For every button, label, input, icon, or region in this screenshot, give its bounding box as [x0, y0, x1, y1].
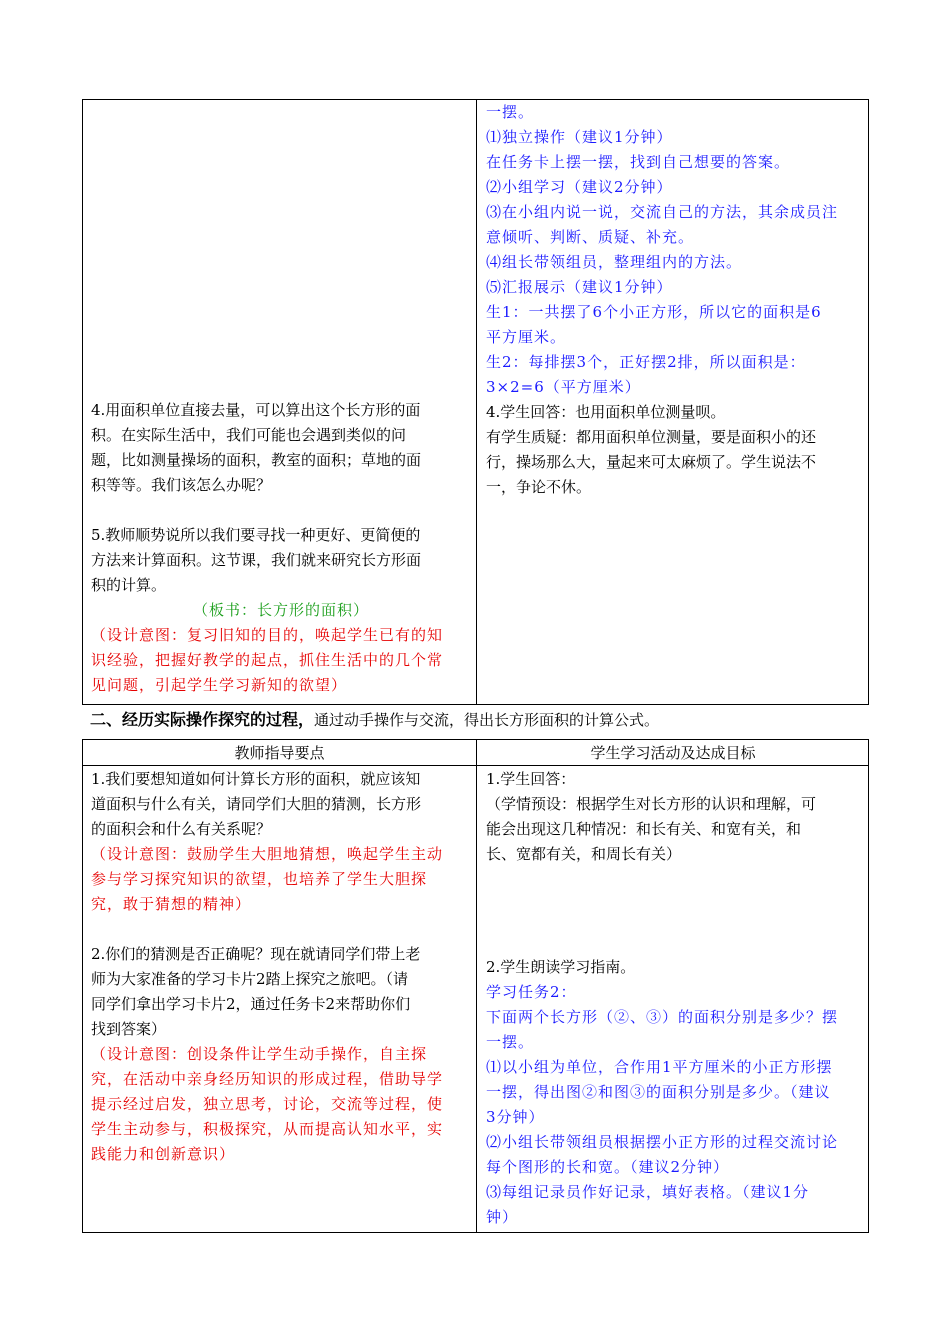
text-line: 在任务卡上摆一摆，找到自己想要的答案。	[486, 153, 791, 171]
text-line: 下面两个长方形（②、③）的面积分别是多少？摆	[486, 1008, 839, 1026]
text-line: 意倾听、判断、质疑、补充。	[486, 228, 695, 246]
text-line: 究，在活动中亲身经历知识的形成过程，借助导学	[91, 1070, 444, 1088]
text-line: 有学生质疑：都用面积单位测量，要是面积小的还	[486, 428, 817, 446]
teacher-guidance-cell	[91, 398, 471, 698]
text-line: ⑷组长带领组员，整理组内的方法。	[486, 253, 743, 271]
text-line: （学情预设：根据学生对长方形的认识和理解，可	[486, 795, 817, 813]
text-line: 参与学习探究知识的欲望，也培养了学生大胆探	[91, 870, 428, 888]
text-line: ⑵小组长带领组员根据摆小正方形的过程交流讨论	[486, 1133, 839, 1151]
text-line: 积。在实际生活中，我们可能也会遇到类似的问	[91, 426, 407, 444]
text-line: ⑴以小组为单位，合作用1平方厘米的小正方形摆	[486, 1058, 833, 1076]
text-line: 践能力和创新意识）	[91, 1145, 236, 1163]
student-answer-cell	[486, 767, 866, 867]
text-line: 生2：每排摆3个，正好摆2排，所以面积是：	[486, 353, 806, 371]
text-line: 究，敢于猜想的精神）	[91, 895, 252, 913]
text-line: 2.你们的猜测是否正确呢？现在就请同学们带上老	[91, 945, 421, 963]
text-line: 行，操场那么大，量起来可太麻烦了。学生说法不	[486, 453, 817, 471]
student-task-cell	[486, 955, 866, 1230]
text-line: （设计意图：鼓励学生大胆地猜想，唤起学生主动	[91, 845, 444, 863]
text-line: 学生主动参与，积极探究，从而提高认知水平，实	[91, 1120, 444, 1138]
text-line: 找到答案）	[91, 1020, 167, 1038]
text-line: 题，比如测量操场的面积，教室的面积；草地的面	[91, 451, 422, 469]
text-line: 提示经过启发，独立思考，讨论，交流等过程，使	[91, 1095, 444, 1113]
lesson-table-2	[82, 739, 869, 1233]
text-line: 识经验，把握好教学的起点，抓住生活中的几个常	[91, 651, 444, 669]
text-line: 2.学生朗读学习指南。	[486, 958, 636, 976]
student-activity-cell	[486, 100, 866, 500]
text-line: ⑶在小组内说一说，交流自己的方法，其余成员注	[486, 203, 839, 221]
text-line: 能会出现这几种情况：和长有关、和宽有关，和	[486, 820, 802, 838]
header-student-activity: 学生学习活动及达成目标	[590, 744, 756, 762]
text-line: 积等等。我们该怎么办呢？	[91, 476, 272, 494]
column-divider	[476, 740, 477, 1232]
text-line: 见问题，引起学生学习新知的欲望）	[91, 676, 348, 694]
text-line: 一摆。	[486, 103, 535, 121]
section-heading	[90, 706, 659, 734]
text-line: 一摆。	[486, 1033, 535, 1051]
section-description: 通过动手操作与交流，得出长方形面积的计算公式。	[314, 711, 660, 729]
text-line: 钟）	[486, 1208, 519, 1226]
header-teacher-guidance: 教师指导要点	[234, 744, 325, 762]
text-line: 师为大家准备的学习卡片2踏上探究之旅吧。（请	[91, 970, 409, 988]
text-line: 学习任务2：	[486, 983, 577, 1001]
text-line: ⑸汇报展示（建议1分钟）	[486, 278, 673, 296]
text-line: 3分钟）	[486, 1108, 545, 1126]
text-line: 同学们拿出学习卡片2，通过任务卡2来帮助你们	[91, 995, 411, 1013]
text-line: 生1：一共摆了6个小正方形，所以它的面积是6	[486, 303, 822, 321]
teacher-guidance-cell	[91, 767, 471, 1167]
text-line: 3×2=6（平方厘米）	[486, 378, 641, 396]
text-line: ⑴独立操作（建议1分钟）	[486, 128, 673, 146]
text-line: 一，争论不休。	[486, 478, 592, 496]
text-line: 平方厘米。	[486, 328, 567, 346]
text-line: 一摆，得出图②和图③的面积分别是多少。（建议	[486, 1083, 831, 1101]
text-line: 方法来计算面积。这节课，我们就来研究长方形面	[91, 551, 422, 569]
section-title: 二、经历实际操作探究的过程，	[90, 710, 315, 729]
text-line: 的面积会和什么有关系呢？	[91, 820, 272, 838]
text-line: 积的计算。	[91, 576, 167, 594]
text-line: 1.我们要想知道如何计算长方形的面积，就应该知	[91, 770, 421, 788]
text-line: 4.学生回答：也用面积单位测量呗。	[486, 403, 726, 421]
text-line: 4.用面积单位直接去量，可以算出这个长方形的面	[91, 401, 421, 419]
text-line: （设计意图：复习旧知的目的，唤起学生已有的知	[91, 626, 444, 644]
text-line: （板书：长方形的面积）	[192, 601, 369, 619]
text-line: ⑶每组记录员作好记录，填好表格。（建议1分	[486, 1183, 810, 1201]
text-line: 每个图形的长和宽。（建议2分钟）	[486, 1158, 730, 1176]
lesson-table-1	[82, 99, 869, 705]
text-line: 长、宽都有关，和周长有关）	[486, 845, 682, 863]
blank-line	[91, 498, 471, 523]
text-line: 5.教师顺势说所以我们要寻找一种更好、更简便的	[91, 526, 421, 544]
text-line: ⑵小组学习（建议2分钟）	[486, 178, 673, 196]
text-line: （设计意图：创设条件让学生动手操作，自主探	[91, 1045, 428, 1063]
text-line: 道面积与什么有关，请同学们大胆的猜测，长方形	[91, 795, 422, 813]
column-divider	[476, 100, 477, 704]
blank-line	[91, 917, 471, 942]
text-line: 1.学生回答：	[486, 770, 576, 788]
